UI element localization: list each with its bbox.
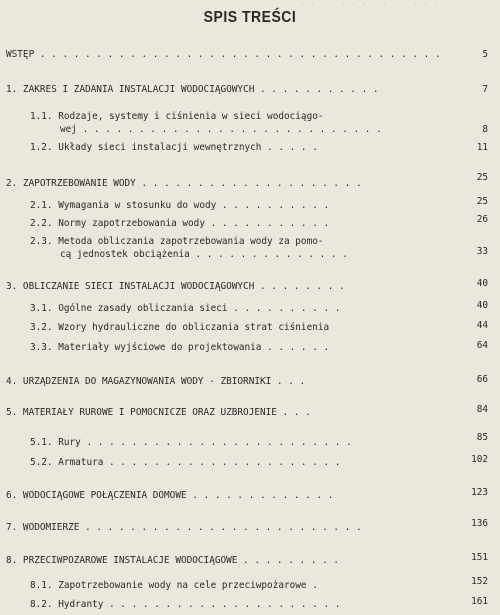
toc-page-number: 33 bbox=[476, 246, 488, 257]
toc-page-number: 40 bbox=[476, 300, 488, 311]
toc-page-number: 66 bbox=[476, 374, 488, 385]
toc-entry[interactable]: 2. ZAPOTRZEBOWANIE WODY . . . . . . . . . . . . . . . . . . . . bbox=[6, 178, 362, 189]
toc-entry[interactable]: 5.2. Armatura . . . . . . . . . . . . . . . . . . . . . bbox=[30, 457, 341, 468]
toc-page-number: 8 bbox=[482, 124, 488, 135]
show-through-text: · · · · · · · · · · · · · · bbox=[300, 0, 439, 10]
toc-page-number: 25 bbox=[476, 172, 488, 183]
toc-entry[interactable]: 1.1. Rodzaje, systemy i ciśnienia w sieci wodociągo- bbox=[30, 111, 324, 122]
toc-entry[interactable]: 3.1. Ogólne zasady obliczania sieci . . . . . . . . . . bbox=[30, 303, 341, 314]
toc-page-number: 7 bbox=[482, 84, 488, 95]
toc-entry[interactable]: 8. PRZECIWPOŻAROWE INSTALACJE WODOCIĄGOWE . . . . . . . . . bbox=[6, 555, 340, 566]
toc-entry-continuation[interactable]: cą jednostek obciążenia . . . . . . . . . . . . . . bbox=[60, 249, 348, 260]
toc-page-number: 64 bbox=[476, 340, 488, 351]
toc-page-number: 152 bbox=[471, 576, 488, 587]
toc-page-number: 25 bbox=[476, 196, 488, 207]
toc-entry[interactable]: 8.1. Zapotrzebowanie wody na cele przeciwpożarowe . bbox=[30, 580, 318, 591]
toc-entry[interactable]: 3. OBLICZANIE SIECI INSTALACJI WODOCIĄGOWYCH . . . . . . . . bbox=[6, 281, 345, 292]
toc-page-number: 5 bbox=[482, 49, 488, 60]
toc-page-number: 26 bbox=[476, 214, 488, 225]
toc-entry[interactable]: 3.2. Wzory hydrauliczne do obliczania strat ciśnienia bbox=[30, 322, 330, 333]
toc-page-number: 85 bbox=[476, 432, 488, 443]
toc-page-number: 102 bbox=[471, 454, 488, 465]
toc-page-number: 40 bbox=[476, 278, 488, 289]
toc-page-number: 151 bbox=[471, 552, 488, 563]
toc-entry[interactable]: 4. URZĄDZENIA DO MAGAZYNOWANIA WODY - ZBIORNIKI . . . bbox=[6, 376, 306, 387]
toc-entry[interactable]: 7. WODOMIERZE . . . . . . . . . . . . . . . . . . . . . . . . . bbox=[6, 522, 362, 533]
toc-page-number: 11 bbox=[476, 142, 488, 153]
toc-entry[interactable]: 5.1. Rury . . . . . . . . . . . . . . . . . . . . . . . . bbox=[30, 437, 352, 448]
toc-entry[interactable]: 8.2. Hydranty . . . . . . . . . . . . . . . . . . . . . bbox=[30, 599, 341, 610]
toc-page-number: 44 bbox=[476, 320, 488, 331]
toc-entry[interactable]: 2.2. Normy zapotrzebowania wody . . . . . . . . . . . bbox=[30, 218, 330, 229]
toc-entry[interactable]: 2.1. Wymagania w stosunku do wody . . . . . . . . . . bbox=[30, 200, 330, 211]
toc-page-number: 136 bbox=[471, 518, 488, 529]
toc-page-number: 161 bbox=[471, 596, 488, 607]
toc-entry[interactable]: 1.2. Układy sieci instalacji wewnętrznych . . . . . bbox=[30, 142, 318, 153]
page-title: SPIS TREŚCI bbox=[203, 6, 297, 26]
toc-entry[interactable]: 3.3. Materiały wyjściowe do projektowania . . . . . . bbox=[30, 342, 330, 353]
toc-entry-continuation[interactable]: wej . . . . . . . . . . . . . . . . . . . . . . . . . . . bbox=[60, 124, 382, 135]
toc-page-number: 84 bbox=[476, 404, 488, 415]
toc-entry[interactable]: 5. MATERIAŁY RUROWE I POMOCNICZE ORAZ UZBROJENIE . . . bbox=[6, 407, 311, 418]
toc-entry[interactable]: 2.3. Metoda obliczania zapotrzebowania wody za pomo- bbox=[30, 236, 324, 247]
toc-page-number: 123 bbox=[471, 487, 488, 498]
toc-entry[interactable]: 6. WODOCIĄGOWE POŁĄCZENIA DOMOWE . . . . . . . . . . . . . bbox=[6, 490, 334, 501]
toc-entry[interactable]: WSTĘP . . . . . . . . . . . . . . . . . . . . . . . . . . . . . . . . . . . . bbox=[6, 49, 441, 60]
toc-entry[interactable]: 1. ZAKRES I ZADANIA INSTALACJI WODOCIĄGOWYCH . . . . . . . . . . . bbox=[6, 84, 379, 95]
